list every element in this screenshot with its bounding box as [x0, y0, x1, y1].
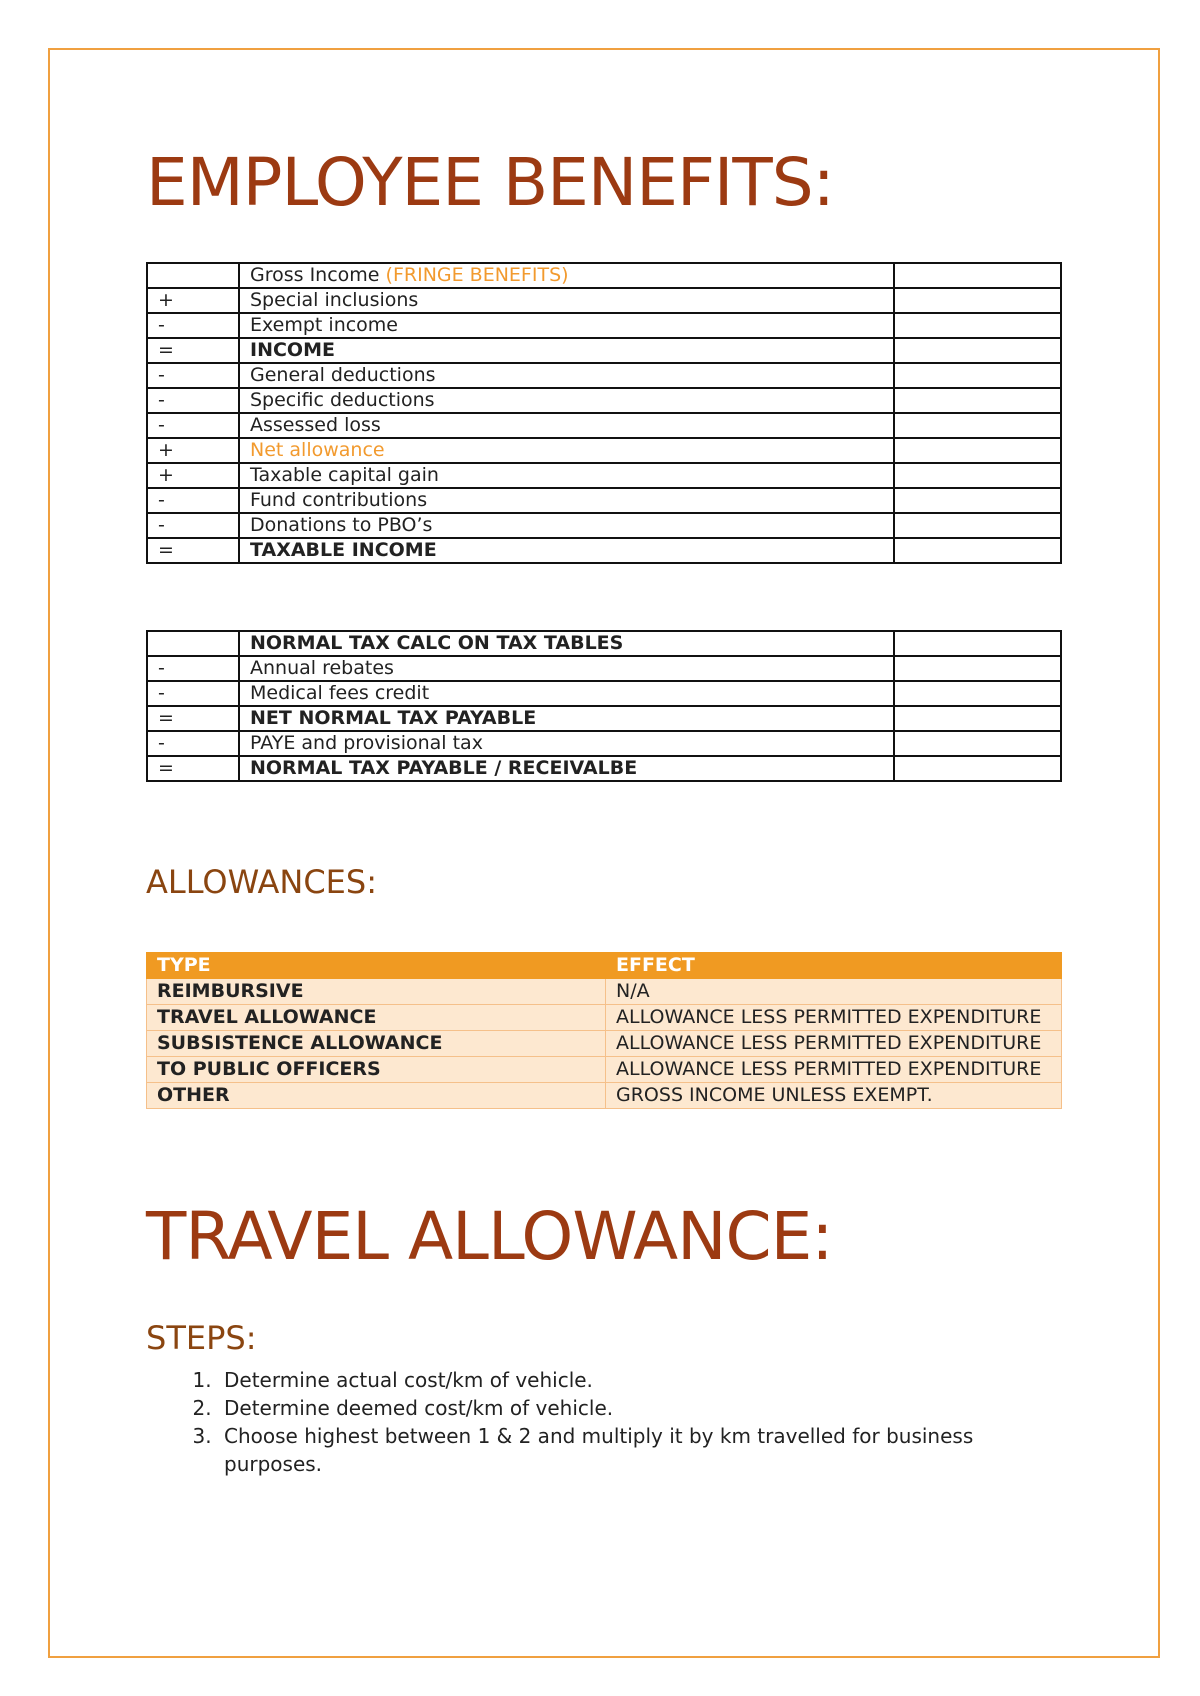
- operator-cell: -: [147, 681, 239, 706]
- line-item-label: NORMAL TAX CALC ON TAX TABLES: [239, 631, 894, 656]
- table-row: [147, 756, 1061, 781]
- table-row: [147, 513, 1061, 538]
- table-row: [147, 1005, 1062, 1031]
- table-row: [147, 979, 1062, 1005]
- list-item: 1. Determine actual cost/km of vehicle.: [218, 1366, 978, 1394]
- table-row: [147, 363, 1061, 388]
- operator-cell: -: [147, 488, 239, 513]
- operator-cell: -: [147, 731, 239, 756]
- page-title: EMPLOYEE BENEFITS:: [146, 144, 834, 221]
- line-item-label: [239, 538, 894, 563]
- operator-cell: +: [147, 288, 239, 313]
- line-item-note: (FRINGE BENEFITS): [385, 264, 569, 286]
- column-header-effect: EFFECT: [606, 953, 1062, 979]
- amount-cell: [894, 263, 1061, 288]
- line-item-label: Annual rebates: [239, 656, 894, 681]
- normal-tax-table: [146, 630, 1062, 782]
- allowances-header-row: [147, 953, 1062, 979]
- table-row: [147, 538, 1061, 563]
- operator-cell: -: [147, 313, 239, 338]
- line-item-label: NORMAL TAX PAYABLE / RECEIVALBE: [239, 756, 894, 781]
- table-row: [147, 438, 1061, 463]
- line-item-label: NET NORMAL TAX PAYABLE: [239, 706, 894, 731]
- line-item-label: [239, 388, 894, 413]
- amount-cell: [894, 656, 1061, 681]
- amount-cell: [894, 363, 1061, 388]
- table-row: [147, 1031, 1062, 1057]
- line-item-text: Exempt income: [250, 314, 399, 336]
- line-item-text: Fund contributions: [250, 489, 428, 511]
- allowance-type: TO PUBLIC OFFICERS: [147, 1057, 606, 1083]
- amount-cell: [894, 313, 1061, 338]
- allowance-type: SUBSISTENCE ALLOWANCE: [147, 1031, 606, 1057]
- allowance-effect: GROSS INCOME UNLESS EXEMPT.: [606, 1083, 1062, 1109]
- operator-cell: [147, 631, 239, 656]
- table-row: [147, 706, 1061, 731]
- line-item-label: [239, 513, 894, 538]
- line-item-text: Specific deductions: [250, 389, 435, 411]
- amount-cell: [894, 513, 1061, 538]
- column-header-type: TYPE: [147, 953, 606, 979]
- amount-cell: [894, 388, 1061, 413]
- line-item-label: PAYE and provisional tax: [239, 731, 894, 756]
- steps-list: [146, 1366, 978, 1478]
- operator-cell: +: [147, 438, 239, 463]
- table-row: [147, 1083, 1062, 1109]
- line-item-label: [239, 288, 894, 313]
- operator-cell: +: [147, 463, 239, 488]
- allowance-effect: N/A: [606, 979, 1062, 1005]
- allowance-type: REIMBURSIVE: [147, 979, 606, 1005]
- amount-cell: [894, 288, 1061, 313]
- table-row: [147, 463, 1061, 488]
- allowance-effect: ALLOWANCE LESS PERMITTED EXPENDITURE: [606, 1005, 1062, 1031]
- table-row: [147, 681, 1061, 706]
- amount-cell: [894, 413, 1061, 438]
- amount-cell: [894, 681, 1061, 706]
- amount-cell: [894, 488, 1061, 513]
- operator-cell: =: [147, 338, 239, 363]
- allowances-table: [146, 952, 1062, 1109]
- allowance-type: TRAVEL ALLOWANCE: [147, 1005, 606, 1031]
- line-item-label: Medical fees credit: [239, 681, 894, 706]
- line-item-label: [239, 338, 894, 363]
- line-item-label: [239, 363, 894, 388]
- operator-cell: -: [147, 413, 239, 438]
- amount-cell: [894, 756, 1061, 781]
- table-row: [147, 288, 1061, 313]
- line-item-label: [239, 413, 894, 438]
- table-row: [147, 656, 1061, 681]
- table-row: [147, 413, 1061, 438]
- operator-cell: -: [147, 513, 239, 538]
- table-row: [147, 338, 1061, 363]
- table-row: [147, 731, 1061, 756]
- allowance-type: OTHER: [147, 1083, 606, 1109]
- amount-cell: [894, 731, 1061, 756]
- line-item-label: [239, 488, 894, 513]
- operator-cell: =: [147, 538, 239, 563]
- amount-cell: [894, 631, 1061, 656]
- line-item-text: TAXABLE INCOME: [250, 539, 437, 561]
- line-item-text: Donations to PBO’s: [250, 514, 433, 536]
- table-row: [147, 388, 1061, 413]
- line-item-label: [239, 438, 894, 463]
- allowance-effect: ALLOWANCE LESS PERMITTED EXPENDITURE: [606, 1031, 1062, 1057]
- amount-cell: [894, 438, 1061, 463]
- table-row: [147, 1057, 1062, 1083]
- allowance-effect: ALLOWANCE LESS PERMITTED EXPENDITURE: [606, 1057, 1062, 1083]
- amount-cell: [894, 338, 1061, 363]
- operator-cell: =: [147, 756, 239, 781]
- amount-cell: [894, 706, 1061, 731]
- operator-cell: =: [147, 706, 239, 731]
- operator-cell: -: [147, 388, 239, 413]
- amount-cell: [894, 463, 1061, 488]
- travel-allowance-title: TRAVEL ALLOWANCE:: [146, 1198, 833, 1275]
- operator-cell: -: [147, 363, 239, 388]
- line-item-text: INCOME: [250, 339, 335, 361]
- table-row: [147, 631, 1061, 656]
- amount-cell: [894, 538, 1061, 563]
- line-item-label: [239, 263, 894, 288]
- line-item-text: Net allowance: [250, 439, 385, 461]
- steps-heading: STEPS:: [146, 1319, 257, 1357]
- operator-cell: -: [147, 656, 239, 681]
- table-row: [147, 488, 1061, 513]
- line-item-text: Gross Income: [250, 264, 386, 286]
- line-item-text: General deductions: [250, 364, 436, 386]
- line-item-text: Assessed loss: [250, 414, 381, 436]
- table-row: [147, 313, 1061, 338]
- operator-cell: [147, 263, 239, 288]
- line-item-label: [239, 313, 894, 338]
- allowances-heading: ALLOWANCES:: [146, 863, 377, 901]
- list-item: 2. Determine deemed cost/km of vehicle.: [218, 1394, 978, 1422]
- table-row: [147, 263, 1061, 288]
- line-item-text: Special inclusions: [250, 289, 419, 311]
- line-item-label: [239, 463, 894, 488]
- line-item-text: Taxable capital gain: [250, 464, 439, 486]
- taxable-income-table: [146, 262, 1062, 564]
- list-item: 3. Choose highest between 1 & 2 and multiply it by km travelled for business purposes.: [218, 1422, 978, 1478]
